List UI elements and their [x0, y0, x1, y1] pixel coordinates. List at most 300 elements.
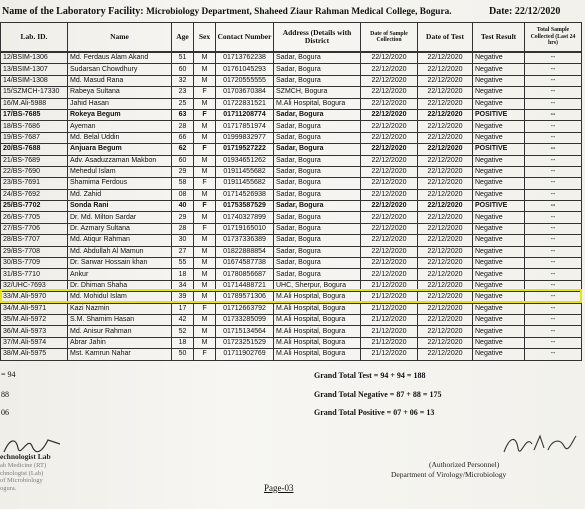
table-row [1, 246, 582, 257]
cell-address: Sadar, Bogura [274, 235, 361, 246]
authorized-personnel: (Authorized Personnel) [429, 460, 500, 469]
cell-lab-id: 28/BS-7707 [1, 235, 68, 246]
cell-result: Negative [473, 349, 525, 360]
cell-age: 66 [172, 132, 194, 143]
table-row [1, 178, 582, 189]
stamp-line: of Microbiology [0, 477, 43, 484]
cell-lab-id: 35/M.Ali-5972 [1, 314, 68, 325]
cell-address: M.Ali Hospital, Bogura [274, 337, 361, 348]
cell-age: 30 [172, 235, 194, 246]
cell-result: Negative [473, 326, 525, 337]
cell-name: Md. Anisur Rahman [68, 326, 172, 337]
cell-collection-date: 22/12/2020 [361, 201, 418, 212]
grand-total-positive: Grand Total Positive = 07 + 06 = 13 [314, 408, 435, 417]
cell-total: -- [525, 235, 582, 246]
cell-lab-id: 13/BSIM-1307 [1, 64, 68, 75]
stamp-line: ab Medicine (RT) [0, 462, 47, 469]
cell-lab-id: 15/SZMCH-17330 [1, 87, 68, 98]
cell-sex: M [194, 280, 216, 291]
cell-sex: M [194, 98, 216, 109]
cell-sex: M [194, 258, 216, 269]
cell-lab-id: 23/BS-7691 [1, 178, 68, 189]
report-header [2, 6, 582, 22]
cell-address: Sadar, Bogura [274, 189, 361, 200]
cell-total: -- [525, 166, 582, 177]
cell-name: Dr. Azmary Sultana [68, 223, 172, 234]
cell-sex: F [194, 303, 216, 314]
cell-name: Dr. Dhiman Shaha [68, 280, 172, 291]
department-line: Department of Virology/Microbiology [391, 470, 507, 479]
cell-result: Negative [473, 246, 525, 257]
cell-sex: F [194, 109, 216, 120]
cell-age: 28 [172, 121, 194, 132]
cell-address: Sadar, Bogura [274, 155, 361, 166]
cell-name: Ankur [68, 269, 172, 280]
cell-collection-date: 22/12/2020 [361, 132, 418, 143]
cell-lab-id: 29/BS-7708 [1, 246, 68, 257]
cell-test-date: 22/12/2020 [418, 87, 473, 98]
cell-address: Sadar, Bogura [274, 75, 361, 86]
cell-lab-id: 14/BSIM-1308 [1, 75, 68, 86]
cell-test-date: 22/12/2020 [418, 280, 473, 291]
cell-contact: 01740327899 [216, 212, 274, 223]
cell-total: -- [525, 144, 582, 155]
cell-age: 32 [172, 75, 194, 86]
cell-address: Sadar, Bogura [274, 258, 361, 269]
cell-contact: 01674587738 [216, 258, 274, 269]
cell-total: -- [525, 292, 582, 303]
cell-result: Negative [473, 337, 525, 348]
cell-test-date: 22/12/2020 [418, 109, 473, 120]
cell-age: 50 [172, 349, 194, 360]
cell-sex: M [194, 314, 216, 325]
cell-result: Negative [473, 75, 525, 86]
cell-collection-date: 22/12/2020 [361, 235, 418, 246]
cell-total: -- [525, 87, 582, 98]
stamp-line: ogura. [0, 484, 17, 492]
left-positive: 06 [1, 408, 9, 417]
cell-address: Sadar, Bogura [274, 166, 361, 177]
cell-test-date: 22/12/2020 [418, 246, 473, 257]
cell-total: -- [525, 258, 582, 269]
cell-collection-date: 22/12/2020 [361, 109, 418, 120]
col-result: Test Result [473, 23, 525, 52]
table-row [1, 155, 582, 166]
table-row [1, 223, 582, 234]
grand-total-negative: Grand Total Negative = 87 + 88 = 175 [314, 390, 442, 399]
cell-age: 58 [172, 178, 194, 189]
cell-lab-id: 22/BS-7690 [1, 166, 68, 177]
cell-address: Sadar, Bogura [274, 223, 361, 234]
cell-collection-date: 22/12/2020 [361, 144, 418, 155]
cell-contact: 01703670384 [216, 87, 274, 98]
cell-collection-date: 21/12/2020 [361, 303, 418, 314]
col-lab-id: Lab. ID. [1, 23, 68, 52]
cell-lab-id: 12/BSIM-1306 [1, 53, 68, 64]
cell-name: Adv. Asaduzzaman Makbon [68, 155, 172, 166]
cell-name: Dr. Sarwar Hossain khan [68, 258, 172, 269]
cell-contact: 01733285099 [216, 314, 274, 325]
cell-name: Md. Mohidul Islam [68, 292, 172, 303]
cell-collection-date: 21/12/2020 [361, 314, 418, 325]
cell-name: Md. Ferdaus Alam Akand [68, 53, 172, 64]
cell-sex: M [194, 292, 216, 303]
cell-contact: 01711902769 [216, 349, 274, 360]
cell-contact: 01715134564 [216, 326, 274, 337]
cell-test-date: 22/12/2020 [418, 337, 473, 348]
cell-contact: 01911455682 [216, 178, 274, 189]
cell-result: Negative [473, 235, 525, 246]
col-collection-date: Date of Sample Collection [361, 23, 418, 52]
cell-collection-date: 22/12/2020 [361, 121, 418, 132]
cell-sex: M [194, 121, 216, 132]
cell-test-date: 22/12/2020 [418, 258, 473, 269]
cell-name: Md. Atiqur Rahman [68, 235, 172, 246]
cell-lab-id: 20/BS-7688 [1, 144, 68, 155]
cell-contact: 01822888854 [216, 246, 274, 257]
table-row [1, 212, 582, 223]
cell-age: 27 [172, 246, 194, 257]
table-row [1, 53, 582, 64]
cell-collection-date: 22/12/2020 [361, 98, 418, 109]
cell-contact: 01719527222 [216, 144, 274, 155]
table-row [1, 87, 582, 98]
cell-collection-date: 22/12/2020 [361, 75, 418, 86]
cell-contact: 01753587529 [216, 201, 274, 212]
cell-test-date: 22/12/2020 [418, 64, 473, 75]
cell-test-date: 22/12/2020 [418, 201, 473, 212]
cell-sex: M [194, 155, 216, 166]
cell-name: Shamima Ferdous [68, 178, 172, 189]
cell-lab-id: 37/M.Ali-5974 [1, 337, 68, 348]
cell-age: 55 [172, 258, 194, 269]
cell-age: 25 [172, 98, 194, 109]
cell-age: 60 [172, 155, 194, 166]
cell-test-date: 22/12/2020 [418, 144, 473, 155]
cell-address: Sadar, Bogura [274, 53, 361, 64]
cell-result: Negative [473, 87, 525, 98]
cell-address: Sadar, Bogura [274, 269, 361, 280]
cell-result: Negative [473, 314, 525, 325]
cell-collection-date: 21/12/2020 [361, 326, 418, 337]
table-row [1, 280, 582, 291]
col-sex: Sex [194, 23, 216, 52]
table-row [1, 132, 582, 143]
cell-sex: M [194, 246, 216, 257]
cell-result: Negative [473, 269, 525, 280]
cell-lab-id: 19/BS-7687 [1, 132, 68, 143]
table-row [1, 64, 582, 75]
cell-sex: M [194, 337, 216, 348]
cell-contact: 01717851974 [216, 121, 274, 132]
cell-name: Abrar Jahin [68, 337, 172, 348]
cell-contact: 01911455682 [216, 166, 274, 177]
cell-collection-date: 21/12/2020 [361, 280, 418, 291]
cell-result: Negative [473, 53, 525, 64]
cell-test-date: 22/12/2020 [418, 314, 473, 325]
cell-age: 29 [172, 166, 194, 177]
table-row [1, 121, 582, 132]
cell-total: -- [525, 155, 582, 166]
cell-age: 17 [172, 303, 194, 314]
col-address: Address (Details with District [274, 23, 361, 52]
cell-address: Sadar, Bogura [274, 212, 361, 223]
cell-name: Sonda Rani [68, 201, 172, 212]
col-test-date: Date of Test [418, 23, 473, 52]
cell-age: 62 [172, 144, 194, 155]
cell-age: 51 [172, 53, 194, 64]
table-row [1, 314, 582, 325]
cell-result: Negative [473, 292, 525, 303]
cell-collection-date: 22/12/2020 [361, 178, 418, 189]
cell-test-date: 22/12/2020 [418, 349, 473, 360]
cell-sex: M [194, 53, 216, 64]
table-row [1, 189, 582, 200]
cell-contact: 01789571306 [216, 292, 274, 303]
cell-sex: F [194, 87, 216, 98]
cell-result: Negative [473, 303, 525, 314]
cell-contact: 01711208774 [216, 109, 274, 120]
cell-address: Sadar, Bogura [274, 64, 361, 75]
cell-collection-date: 22/12/2020 [361, 246, 418, 257]
cell-address: M.Ali Hospital, Bogura [274, 292, 361, 303]
cell-test-date: 22/12/2020 [418, 75, 473, 86]
table-row [1, 349, 582, 360]
cell-name: Anjuara Begum [68, 144, 172, 155]
cell-lab-id: 26/BS-7705 [1, 212, 68, 223]
cell-total: -- [525, 178, 582, 189]
table-row [1, 235, 582, 246]
cell-name: Ayeman [68, 121, 172, 132]
cell-collection-date: 22/12/2020 [361, 212, 418, 223]
cell-name: Md. Masud Rana [68, 75, 172, 86]
cell-contact: 01714526938 [216, 189, 274, 200]
cell-total: -- [525, 109, 582, 120]
table-row [1, 326, 582, 337]
cell-age: 18 [172, 269, 194, 280]
cell-result: Negative [473, 280, 525, 291]
cell-sex: M [194, 132, 216, 143]
table-row [1, 258, 582, 269]
cell-contact: 01719165010 [216, 223, 274, 234]
cell-address: UHC, Sherpur, Bogura [274, 280, 361, 291]
cell-sex: F [194, 349, 216, 360]
cell-result: Negative [473, 132, 525, 143]
col-age: Age [172, 23, 194, 52]
cell-total: -- [525, 223, 582, 234]
cell-result: Negative [473, 155, 525, 166]
left-stamp [0, 462, 46, 492]
cell-test-date: 22/12/2020 [418, 155, 473, 166]
cell-test-date: 22/12/2020 [418, 166, 473, 177]
cell-age: 23 [172, 87, 194, 98]
cell-sex: M [194, 212, 216, 223]
cell-age: 29 [172, 212, 194, 223]
cell-test-date: 22/12/2020 [418, 98, 473, 109]
cell-name: Md. Zahid [68, 189, 172, 200]
cell-test-date: 22/12/2020 [418, 223, 473, 234]
cell-name: Rabeya Sultana [68, 87, 172, 98]
cell-total: -- [525, 303, 582, 314]
cell-test-date: 22/12/2020 [418, 132, 473, 143]
cell-name: Kazi Nazmin [68, 303, 172, 314]
cell-address: Sadar, Bogura [274, 132, 361, 143]
cell-age: 18 [172, 337, 194, 348]
cell-collection-date: 22/12/2020 [361, 87, 418, 98]
cell-age: 63 [172, 109, 194, 120]
cell-lab-id: 36/M.Ali-5973 [1, 326, 68, 337]
cell-test-date: 22/12/2020 [418, 121, 473, 132]
table-row [1, 144, 582, 155]
cell-name: S.M. Shamim Hasan [68, 314, 172, 325]
cell-collection-date: 22/12/2020 [361, 189, 418, 200]
cell-address: M.Ali Hospital, Bogura [274, 326, 361, 337]
cell-contact: 01720555555 [216, 75, 274, 86]
table-row [1, 292, 582, 303]
cell-test-date: 22/12/2020 [418, 53, 473, 64]
cell-lab-id: 24/BS-7692 [1, 189, 68, 200]
table-row [1, 166, 582, 177]
stamp-line: chnologist (Lab) [0, 469, 44, 477]
cell-name: Rokeya Begum [68, 109, 172, 120]
cell-name: Sudarsan Chowdhury [68, 64, 172, 75]
report-date: Date: 22/12/2020 [489, 6, 561, 17]
results-table [0, 52, 582, 361]
cell-address: Sadar, Bogura [274, 201, 361, 212]
cell-contact: 01737336389 [216, 235, 274, 246]
cell-total: -- [525, 349, 582, 360]
cell-result: Negative [473, 189, 525, 200]
cell-result: Negative [473, 223, 525, 234]
cell-result: Negative [473, 64, 525, 75]
cell-lab-id: 30/BS-7709 [1, 258, 68, 269]
cell-collection-date: 22/12/2020 [361, 53, 418, 64]
left-negative: 88 [1, 390, 9, 399]
cell-lab-id: 31/BS-7710 [1, 269, 68, 280]
cell-name: Md. Abdullah Al Mamun [68, 246, 172, 257]
facility-label: Name of the Laboratory Facility: [2, 6, 144, 17]
cell-age: 39 [172, 292, 194, 303]
cell-age: 08 [172, 189, 194, 200]
cell-collection-date: 22/12/2020 [361, 223, 418, 234]
cell-total: -- [525, 280, 582, 291]
cell-lab-id: 38/M.Ali-5975 [1, 349, 68, 360]
table-row [1, 337, 582, 348]
table-header [0, 22, 581, 52]
cell-address: M.Ali Hospital, Bogura [274, 303, 361, 314]
cell-age: 52 [172, 326, 194, 337]
page-number: Page-03 [264, 483, 294, 493]
table-row [1, 109, 582, 120]
cell-total: -- [525, 189, 582, 200]
cell-total: -- [525, 201, 582, 212]
cell-age: 34 [172, 280, 194, 291]
cell-test-date: 22/12/2020 [418, 269, 473, 280]
cell-result: Negative [473, 212, 525, 223]
cell-lab-id: 21/BS-7689 [1, 155, 68, 166]
table-row [1, 98, 582, 109]
cell-result: POSITIVE [473, 144, 525, 155]
cell-lab-id: 25/BS-7702 [1, 201, 68, 212]
cell-age: 28 [172, 223, 194, 234]
facility-name: Microbiology Department, Shaheed Ziaur Rahman Medical College, Bogura. [146, 7, 452, 17]
cell-lab-id: 33/M.Ali-5970 [1, 292, 68, 303]
cell-name: Md. Belal Uddin [68, 132, 172, 143]
cell-collection-date: 22/12/2020 [361, 258, 418, 269]
cell-sex: F [194, 223, 216, 234]
table-row [1, 75, 582, 86]
cell-name: Dr. Md. Milton Sardar [68, 212, 172, 223]
cell-test-date: 22/12/2020 [418, 212, 473, 223]
cell-contact: 01713762238 [216, 53, 274, 64]
cell-total: -- [525, 269, 582, 280]
cell-contact: 01723251529 [216, 337, 274, 348]
cell-test-date: 22/12/2020 [418, 235, 473, 246]
cell-contact: 01780856687 [216, 269, 274, 280]
cell-lab-id: 18/BS-7686 [1, 121, 68, 132]
cell-contact: 01722831521 [216, 98, 274, 109]
cell-test-date: 22/12/2020 [418, 189, 473, 200]
cell-age: 60 [172, 64, 194, 75]
cell-collection-date: 21/12/2020 [361, 292, 418, 303]
cell-total: -- [525, 326, 582, 337]
cell-sex: M [194, 64, 216, 75]
cell-address: Sadar, Bogura [274, 246, 361, 257]
cell-name: Jahid Hasan [68, 98, 172, 109]
cell-address: SZMCH, Bogura [274, 87, 361, 98]
cell-test-date: 22/12/2020 [418, 178, 473, 189]
cell-test-date: 22/12/2020 [418, 303, 473, 314]
right-signature-scribble [500, 430, 580, 460]
cell-sex: F [194, 178, 216, 189]
cell-total: -- [525, 246, 582, 257]
col-total-sample: Total Sample Collected (Last 24 hrs) [525, 23, 582, 52]
cell-result: Negative [473, 258, 525, 269]
cell-total: -- [525, 98, 582, 109]
cell-contact: 01934651262 [216, 155, 274, 166]
cell-total: -- [525, 132, 582, 143]
cell-address: M.Ali Hospital, Bogura [274, 314, 361, 325]
cell-address: Sadar, Bogura [274, 109, 361, 120]
cell-sex: M [194, 235, 216, 246]
table-row [1, 201, 582, 212]
col-contact: Contact Number [216, 23, 274, 52]
cell-total: -- [525, 75, 582, 86]
cell-name: Mehedul Islam [68, 166, 172, 177]
cell-total: -- [525, 314, 582, 325]
cell-total: -- [525, 121, 582, 132]
cell-result: Negative [473, 166, 525, 177]
table-row [1, 303, 582, 314]
cell-test-date: 22/12/2020 [418, 292, 473, 303]
cell-result: Negative [473, 121, 525, 132]
cell-total: -- [525, 337, 582, 348]
cell-collection-date: 22/12/2020 [361, 155, 418, 166]
cell-address: Sadar, Bogura [274, 144, 361, 155]
cell-name: Mst. Kamrun Nahar [68, 349, 172, 360]
cell-collection-date: 22/12/2020 [361, 64, 418, 75]
cell-contact: 01761045293 [216, 64, 274, 75]
cell-result: Negative [473, 98, 525, 109]
grand-total-test: Grand Total Test = 94 + 94 = 188 [314, 371, 426, 380]
cell-collection-date: 21/12/2020 [361, 337, 418, 348]
cell-lab-id: 27/BS-7706 [1, 223, 68, 234]
cell-test-date: 22/12/2020 [418, 326, 473, 337]
cell-age: 42 [172, 314, 194, 325]
cell-age: 40 [172, 201, 194, 212]
table-row [1, 269, 582, 280]
cell-lab-id: 34/M.Ali-5971 [1, 303, 68, 314]
